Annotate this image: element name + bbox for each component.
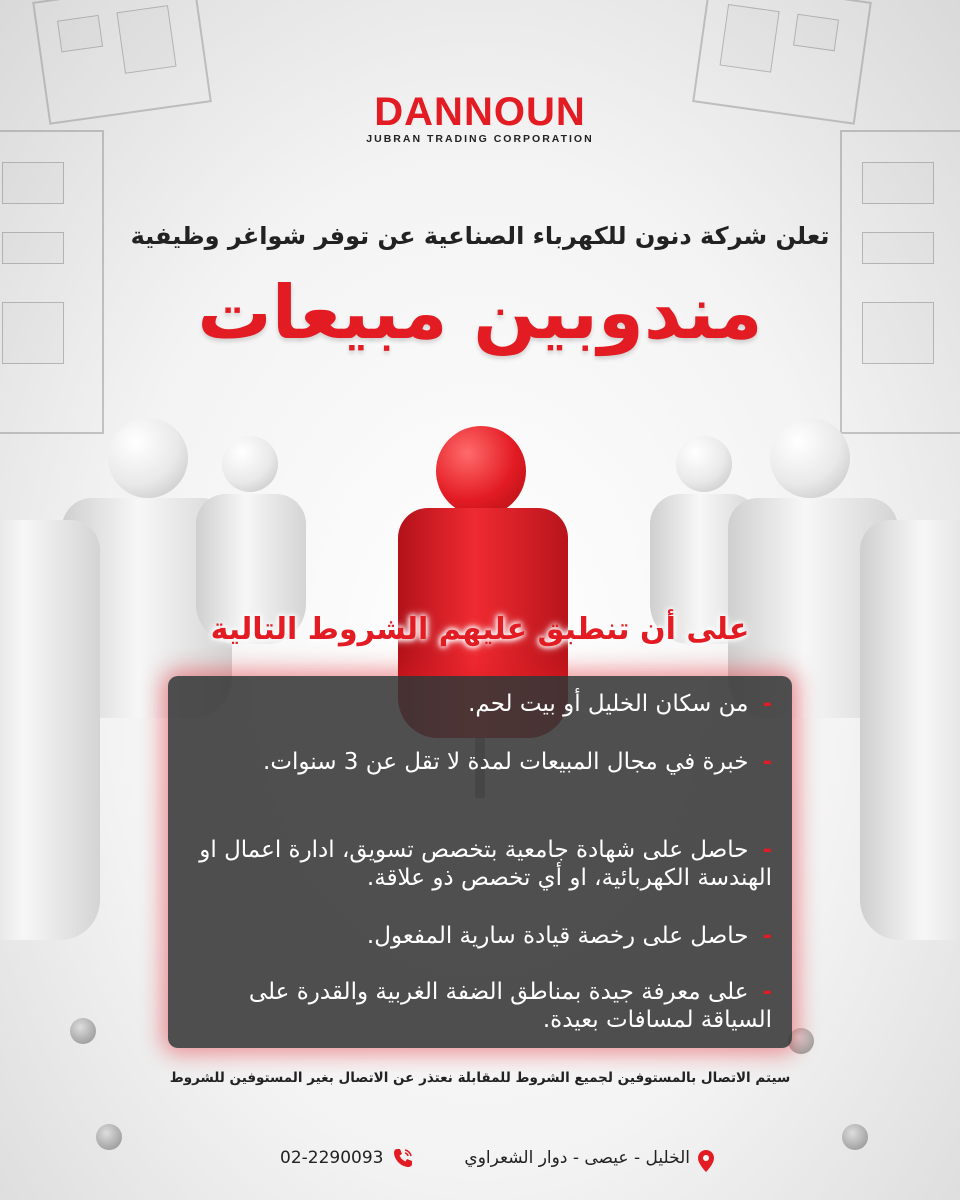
address-block: [464, 1148, 690, 1168]
condition-text: من سكان الخليل أو بيت لحم.: [468, 691, 749, 717]
contact-footer: [0, 1144, 960, 1180]
condition-item: [182, 922, 772, 950]
condition-item: [182, 978, 772, 1034]
job-title: مندوبين مبيعات: [197, 270, 763, 356]
conditions-heading: على أن تنطبق عليهم الشروط التالية: [210, 612, 750, 647]
location-pin-icon: [696, 1149, 716, 1173]
bullet-marker: -: [762, 749, 772, 775]
bullet-marker: -: [762, 923, 772, 949]
condition-text: حاصل على رخصة قيادة سارية المفعول.: [366, 923, 749, 949]
conditions-panel: [168, 676, 792, 1048]
condition-item: [182, 748, 772, 776]
contact-notice: سيتم الاتصال بالمستوفين لجميع الشروط للمقابلة نعتذر عن الاتصال بغير المستوفين للشروط: [169, 1070, 791, 1086]
logo-wordmark: DANNOUN: [374, 90, 586, 134]
announcement-headline: تعلن شركة دنون للكهرباء الصناعية عن توفر شواغر وظيفية: [130, 222, 830, 250]
phone-icon: [392, 1147, 414, 1169]
company-logo: [0, 90, 960, 145]
bullet-marker: -: [762, 837, 772, 863]
condition-item: [182, 836, 772, 892]
condition-text: حاصل على شهادة جامعية بتخصص تسويق، ادارة اعمال او الهندسة الكهربائية، او أي تخصص ذو علاقة.: [199, 837, 772, 891]
bullet-marker: -: [762, 691, 772, 717]
bullet-marker: -: [762, 979, 772, 1005]
phone-number[interactable]: 02-2290093: [280, 1148, 384, 1168]
condition-text: على معرفة جيدة بمناطق الضفة الغربية والقدرة على السياقة لمسافات بعيدة.: [248, 979, 772, 1033]
address-text: الخليل - عيصى - دوار الشعراوي: [464, 1148, 690, 1168]
logo-subtitle: JUBRAN TRADING CORPORATION: [366, 133, 594, 145]
condition-text: خبرة في مجال المبيعات لمدة لا تقل عن 3 سنوات.: [263, 749, 749, 775]
condition-item: [182, 690, 772, 718]
